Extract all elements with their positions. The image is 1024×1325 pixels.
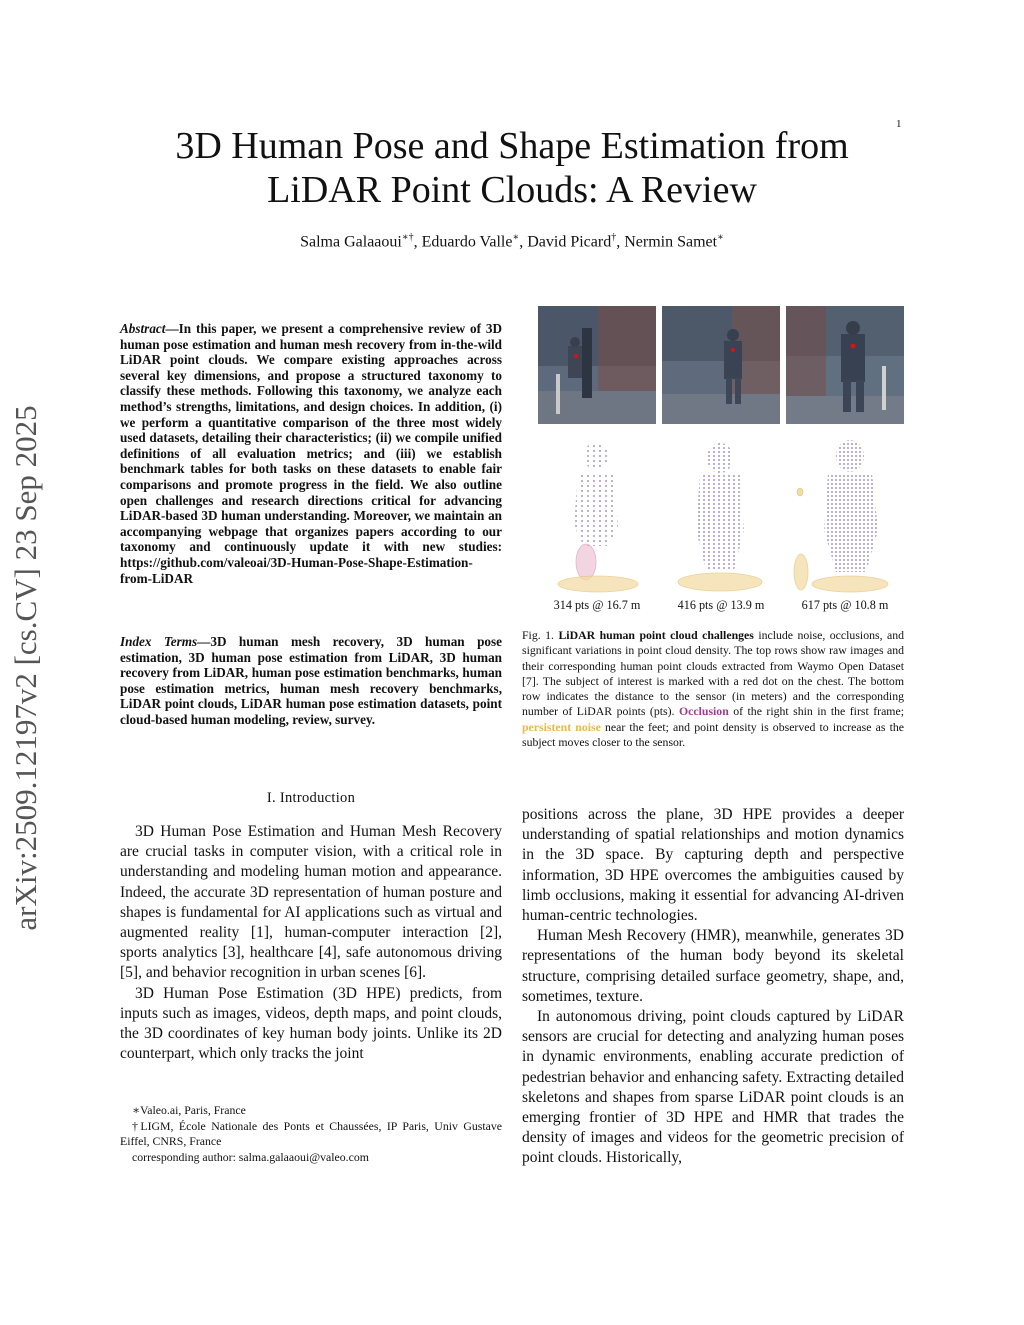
footnote: ∗Valeo.ai, Paris, France [132,1103,246,1117]
author: Eduardo Valle [421,233,513,251]
footnotes [120,1103,502,1165]
street-photo [662,306,780,424]
distance-label: 314 pts @ 16.7 m [553,598,641,612]
caption-text: near the feet; and point density is observed to increase as the subject moves closer to the sensor. [522,719,904,750]
caption-text: include noise, occlusions, and significant variations in point cloud density. The top rows show raw images and their corresponding human point clouds extracted from Waymo Open Dataset [7]. The subject of interest is marked with a red dot on the chest. The bottom row indicates the distance to the sensor (in meters) and the corresponding number of LiDAR points (pts). [522,628,905,719]
right-column-body [522,805,904,1169]
abstract-label: Abstract [120,321,166,336]
index-terms [120,634,502,728]
left-column-body [120,822,502,1064]
caption-label: Fig. 1. [522,628,554,642]
title-line-1: 3D Human Pose and Shape Estimation from [175,125,849,167]
abstract-text: —In this paper, we present a comprehensive review of 3D human pose estimation and human mesh recovery from in-the-wild LiDAR point clouds. We compare existing approaches across several key dimensions, and propose a structured taxonomy to classify these methods. Following this taxonomy, we analyze each method’s strengths, limitations, and design choices. In addition, (i) we perform a quantitative comparison of the three most widely used datasets, detailing their characteristics; (ii) we compile unified definitions of all evaluation metrics; and (iii) we establish benchmark tables for both tasks on these datasets to enable fair comparisons and promote progress in the field. We also outline open challenges and research directions critical for advancing LiDAR-based 3D human understanding. Moreover, we maintain an accompanying webpage that organizes papers according to our taxonomy and continuously update it with new studies: https://github.com/valeoai/3D-Human-Pose-Shape-Estimation-from-LiDAR [120,321,502,586]
author: Nermin Samet [624,233,718,251]
paper-title [0,124,1024,212]
paragraph: Human Mesh Recovery (HMR), meanwhile, generates 3D representations of the human body beyond its skeletal structure, comprising detailed surface geometry, shape, and, sometimes, texture. [522,927,904,1005]
paragraph: In autonomous driving, point clouds captured by LiDAR sensors are crucial for detecting and analyzing human poses in dynamic environments, enabling accurate prediction of pedestrian behavior and enhancing safety. Extracting detailed skeletons and shapes from sparse LiDAR point clouds is an emerging frontier of 3D HPE and HMR that trades the density of images and videos for the geometric precision of point clouds. Historically, [522,1008,904,1167]
occlusion-highlight: Occlusion [678,704,729,719]
footnote: corresponding author: salma.galaaoui@valeo.com [132,1149,369,1164]
noise-highlight: persistent noise [522,719,601,734]
author-affiliation-mark: † [611,232,617,243]
page-number: 1 [896,118,902,130]
caption-title: LiDAR human point cloud challenges [558,628,754,642]
caption-text: of the right shin in the first frame; [728,704,904,719]
paragraph: 3D Human Pose Estimation (3D HPE) predicts, from inputs such as images, videos, depth maps, and point clouds, the 3D coordinates of key human body joints. Unlike its 2D counterpart, which only tracks the joint [120,984,502,1063]
distance-label: 416 pts @ 13.9 m [677,598,765,612]
point-cloud [662,434,780,594]
figure-1 [538,306,904,612]
author-affiliation-mark: ∗† [401,232,414,243]
point-cloud [786,434,904,594]
author-affiliation-mark: ∗ [512,232,520,243]
paragraph: positions across the plane, 3D HPE provides a deeper understanding of spatial relationships and motion dynamics in the 3D space. By capturing depth and perspective information, 3D HPE overcomes the ambiguities caused by limb occlusions, making it essential for advancing AI-driven human-centric technologies. [522,806,904,925]
street-photo [538,306,656,424]
figure-caption [522,628,904,750]
street-photo [786,306,904,424]
point-cloud [538,434,656,594]
author-affiliation-mark: ∗ [717,232,724,243]
arxiv-stamp: arXiv:2509.12197v2 [cs.CV] 23 Sep 2025 [8,405,43,931]
title-line-2: LiDAR Point Clouds: A Review [267,169,757,211]
footnote: †LIGM, École Nationale des Ponts et Chaussées, IP Paris, Univ Gustave Eiffel, CNRS, France [120,1118,502,1148]
index-terms-text: —3D human mesh recovery, 3D human pose estimation, 3D human pose estimation from LiDAR, 3D human recovery from LiDAR, human pose estimation benchmarks, human pose estimation metrics, human mesh recovery benchmarks, LiDAR point clouds, LiDAR human pose estimation datasets, point cloud-based human modeling, review, survey. [120,634,502,727]
index-terms-label: Index Terms [120,634,198,649]
author: David Picard [527,233,612,251]
author: Salma Galaaoui [300,233,402,251]
abstract [120,321,502,586]
distance-label: 617 pts @ 10.8 m [801,598,889,612]
paragraph: 3D Human Pose Estimation and Human Mesh Recovery are crucial tasks in computer vision, with a critical role in understanding and modeling human motion and appearance. Indeed, the accurate 3D representation of human posture and shapes is fundamental for AI applications such as virtual and augmented reality [1], human-computer interaction [2], sports analytics [3], healthcare [4], safe autonomous driving [5], and behavior recognition in urban scenes [6]. [120,823,502,982]
section-heading: I. Introduction [266,790,356,806]
author-list: Salma Galaaoui∗†, Eduardo Valle∗, David Picard†, Nermin Samet∗ [300,232,724,251]
